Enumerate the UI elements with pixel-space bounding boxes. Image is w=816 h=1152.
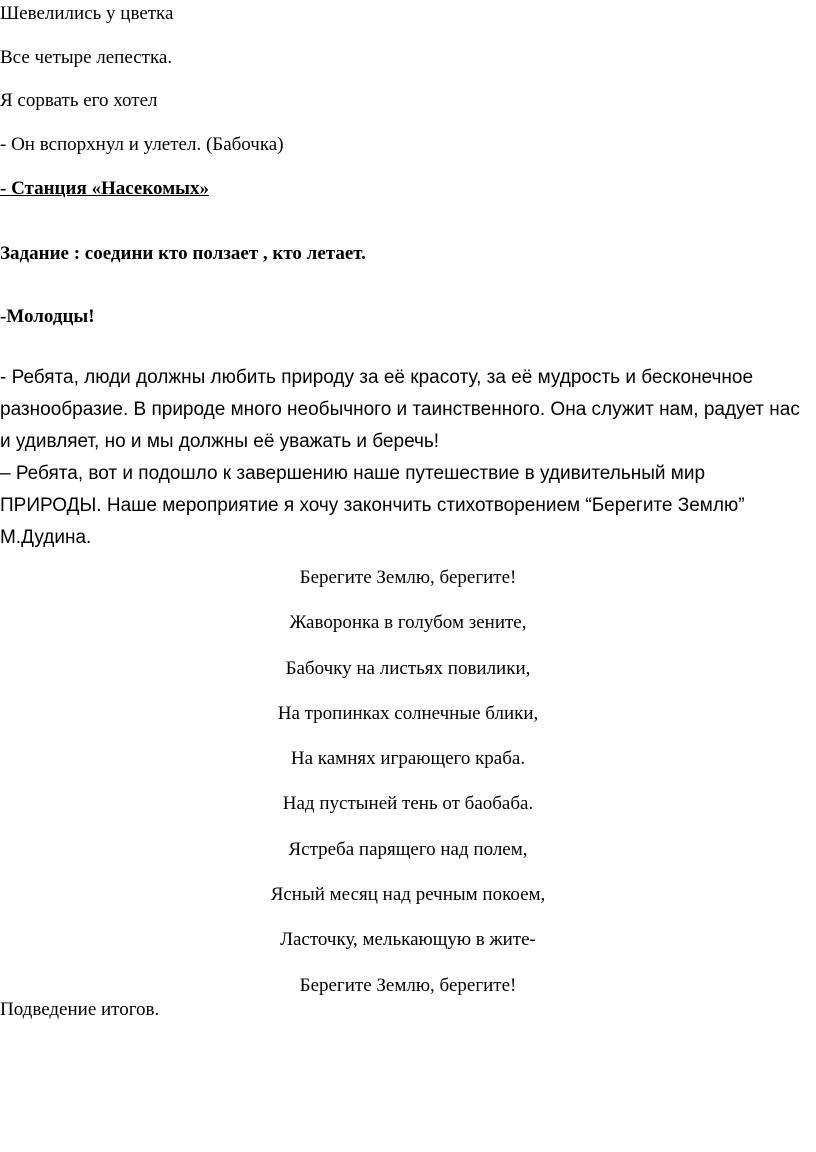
task-text: Задание : соедини кто ползает , кто летает. <box>0 243 366 264</box>
paragraph-nature: - Ребята, люди должны любить природу за её красоту, за её мудрость и бесконечное разнообразие. В природе много необычного и таинственного. Она служит нам, радует нас и удивляет, но и мы должны её уважать и беречь! <box>0 367 800 452</box>
poem-line: Над пустыней тень от баобаба. <box>282 793 534 815</box>
poem-line: Ласточку, мелькающую в жите- <box>280 929 536 951</box>
poem <box>0 566 816 1019</box>
closing-text: Подведение итогов. <box>0 999 160 1020</box>
riddle-line-2: Все четыре лепестка. <box>0 47 173 68</box>
poem-line: На камнях играющего краба. <box>290 748 526 770</box>
poem-line: Берегите Землю, берегите! <box>299 974 517 996</box>
poem-line: Жаворонка в голубом зените, <box>289 612 527 634</box>
poem-line: Ястреба парящего над полем, <box>288 838 528 860</box>
station-heading: - Станция «Насекомых» <box>0 178 209 199</box>
poem-line: На тропинках солнечные блики, <box>277 702 539 724</box>
praise-text: -Молодцы! <box>0 306 95 327</box>
riddle-line-1: Шевелились у цветка <box>0 3 174 24</box>
poem-line: Бабочку на листьях повилики, <box>285 657 531 679</box>
poem-line: Берегите Землю, берегите! <box>299 567 517 588</box>
poem-line: Ясный месяц над речным покоем, <box>270 884 546 906</box>
paragraph-conclusion: – Ребята, вот и подошло к завершению наше путешествие в удивительный мир ПРИРОДЫ. Наше мероприятие я хочу закончить стихотворением “Берегите Землю” М.Дудина. <box>0 463 745 548</box>
riddle-line-4: - Он вспорхнул и улетел. (Бабочка) <box>0 134 284 155</box>
riddle-line-3: Я сорвать его хотел <box>0 90 158 111</box>
